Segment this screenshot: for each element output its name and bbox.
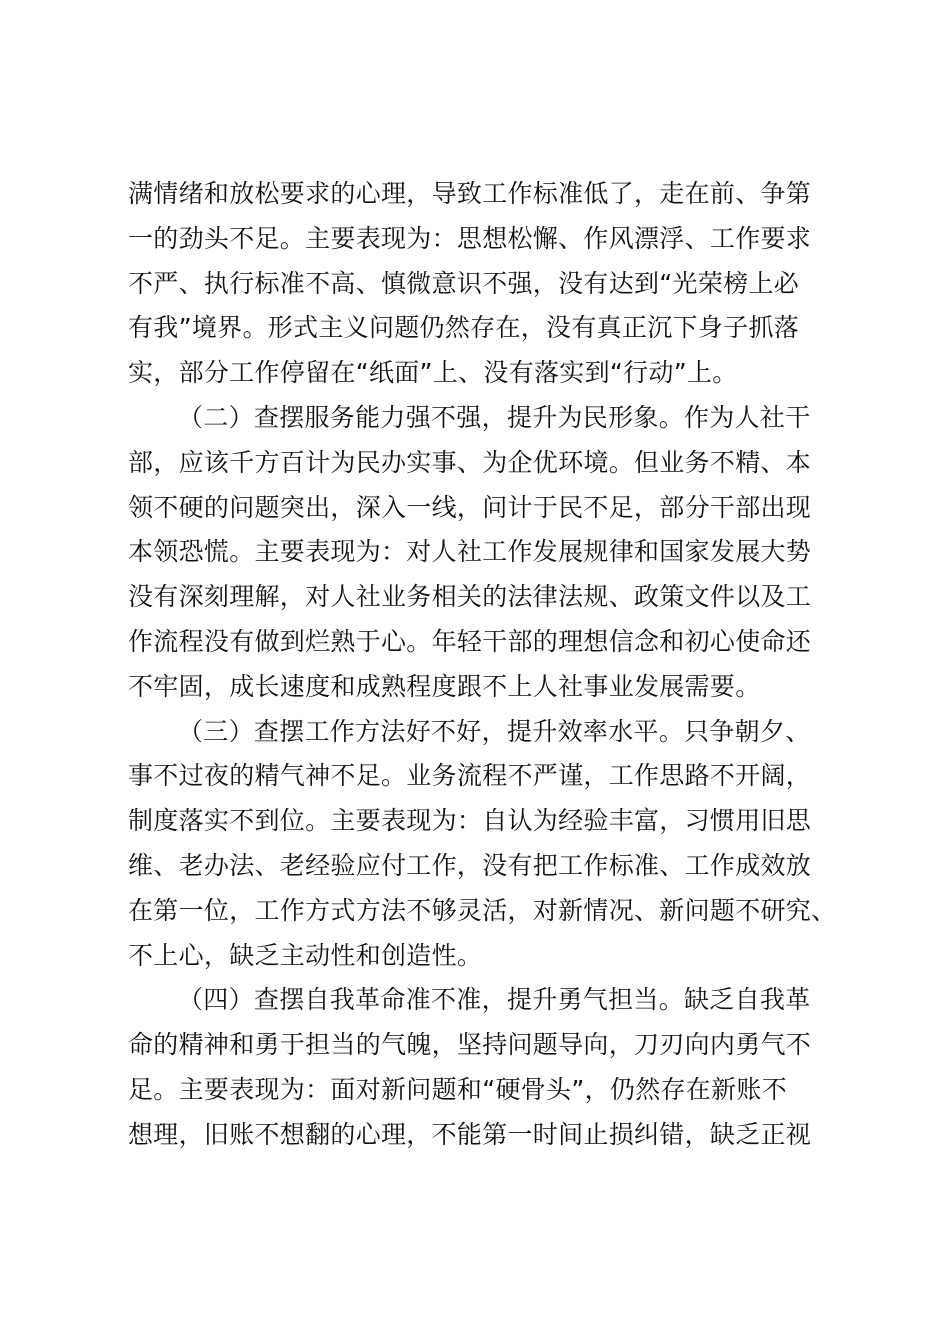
text-line: 满情绪和放松要求的心理，导致工作标准低了，走在前、争第 xyxy=(128,179,812,208)
text-line: 想理，旧账不想翻的心理，不能第一时间止损纠错，缺乏正视 xyxy=(128,1119,812,1149)
text-line: 不上心，缺乏主动性和创造性。 xyxy=(128,940,483,970)
section-heading-line: （三）查摆工作方法好不好，提升效率水平。只争朝夕、 xyxy=(178,716,811,746)
text-line: 不严、执行标准不高、慎微意识不强，没有达到“光荣榜上必 xyxy=(128,268,800,298)
text-line: 部，应该千方百计为民办实事、为企优环境。但业务不精、本 xyxy=(128,447,812,477)
text-line: 没有深刻理解，对人社业务相关的法律法规、政策文件以及工 xyxy=(128,582,812,612)
section-heading-line: （四）查摆自我革命准不准，提升勇气担当。缺乏自我革 xyxy=(178,985,811,1015)
text-line: 足。主要表现为：面对新问题和“硬骨头”，仍然存在新账不 xyxy=(128,1074,788,1104)
text-line: 本领恐慌。主要表现为：对人社工作发展规律和国家发展大势 xyxy=(128,537,812,567)
document-body xyxy=(128,172,837,1158)
text-line: 领不硬的问题突出，深入一线，问计于民不足，部分干部出现 xyxy=(128,492,812,522)
text-line: 命的精神和勇于担当的气魄，坚持问题导向，刀刃向内勇气不 xyxy=(128,1030,812,1060)
text-line: 有我”境界。形式主义问题仍然存在，没有真正沉下身子抓落 xyxy=(128,313,800,343)
text-line: 事不过夜的精气神不足。业务流程不严谨，工作思路不开阔， xyxy=(128,761,812,791)
text-line: 不牢固，成长速度和成熟程度跟不上人社事业发展需要。 xyxy=(128,671,761,701)
text-line: 维、老办法、老经验应付工作，没有把工作标准、工作成效放 xyxy=(128,850,812,880)
text-line: 制度落实不到位。主要表现为：自认为经验丰富，习惯用旧思 xyxy=(128,806,812,836)
text-line: 一的劲头不足。主要表现为：思想松懈、作风漂浮、工作要求 xyxy=(128,223,812,253)
text-line: 在第一位，工作方式方法不够灵活，对新情况、新问题不研究、 xyxy=(128,895,837,925)
text-line: 实，部分工作停留在“纸面”上、没有落实到“行动”上。 xyxy=(128,358,738,388)
section-heading-line: （二）查摆服务能力强不强，提升为民形象。作为人社干 xyxy=(178,402,811,432)
text-line: 作流程没有做到烂熟于心。年轻干部的理想信念和初心使命还 xyxy=(128,626,812,656)
